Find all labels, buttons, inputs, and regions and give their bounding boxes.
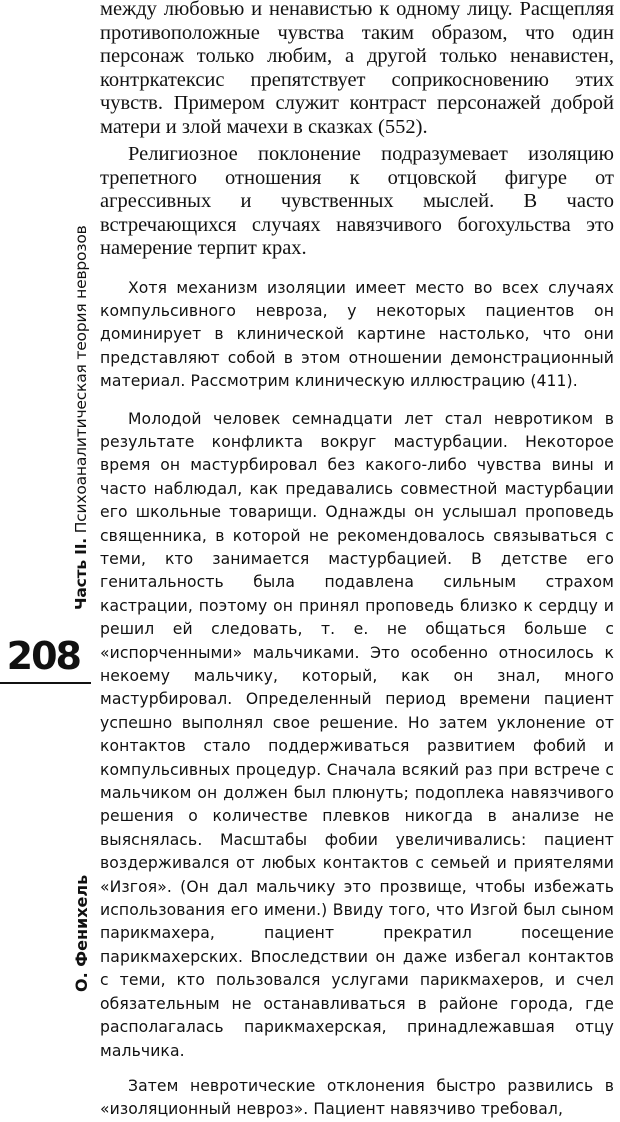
body-paragraph: Религиозное поклонение подразумевает изоляцию трепетного отношения к отцовской фигуре от агрессивных и чувственных мыслей. В часто встречающихся случаях навязчивого богохульства это намерение терпит крах. xyxy=(100,143,614,259)
case-paragraph: Молодой человек семнадцати лет стал невротиком в результате конфликта вокруг мастурбации. Некоторое время он мастурбировал без какого-либо чувства вины и часто наблюдал, как предавались совместной мастурбации его школьные товарищи. Однажды он услышал проповедь священника, в которой не рекомендовалось связываться с теми, кто занимается мастурбацией. В детстве его генитальность была подавлена сильным страхом кастрации, поэтому он принял проповедь близко к сердцу и решил ей следовать, т. е. не общаться больше с «испорченными» мальчиками. Это особенно относилось к некоему мальчику, который, как он знал, много мастурбировал. Определенный период времени пациент успешно выполнял свое решение. Но затем уклонение от контактов стало поддерживаться развитием фобий и компульсивных процедур. Сначала всякий раз при встрече с мальчиком он должен был плюнуть; подоплека навязчивого решения о количестве плевков никогда в анализе не выяснялась. Масштабы фобии увеличивались: пациент воздерживался от любых контактов с семьей и приятелями «Изгоя». (Он дал мальчику это прозвище, чтобы избежать использования его имени.) Ввиду того, что Изгой был сыном парикмахера, пациент прекратил посещение парикмахерских. Впоследствии он даже избегал контактов с теми, кто пользовался услугами парикмахеров, и счел обязательным не останавливаться в районе города, где располагалась парикмахерская, принадлежавшая отцу мальчика. xyxy=(100,409,614,1060)
page-content xyxy=(100,0,614,1122)
running-header-author: О. Фенихель xyxy=(72,874,91,992)
case-paragraph: Затем невротические отклонения быстро развились в «изоляционный невроз». Пациент навязчиво требовал, xyxy=(100,1076,614,1119)
page-number: 208 xyxy=(6,634,80,678)
running-header-part xyxy=(72,225,90,610)
case-paragraph: Хотя механизм изоляции имеет место во всех случаях компульсивного невроза, у некоторых пациентов он доминирует в клинической картине настолько, что они представляют собой в этом отношении демонстрационный материал. Рассмотрим клиническую иллюстрацию (411). xyxy=(100,278,614,391)
sidebar xyxy=(0,0,92,1000)
part-title: Психоаналитическая теория неврозов xyxy=(72,225,90,534)
page-number-rule xyxy=(0,682,91,684)
part-label: Часть II. xyxy=(72,538,90,610)
body-paragraph: между любовью и ненавистью к одному лицу. Расщепляя противоположные чувства таким образом, что один персонаж только любим, а другой только ненавистен, контркатексис препятствует соприкосновению этих чувств. Примером служит контраст персонажей доброй матери и злой мачехи в сказках (552). xyxy=(100,0,614,138)
